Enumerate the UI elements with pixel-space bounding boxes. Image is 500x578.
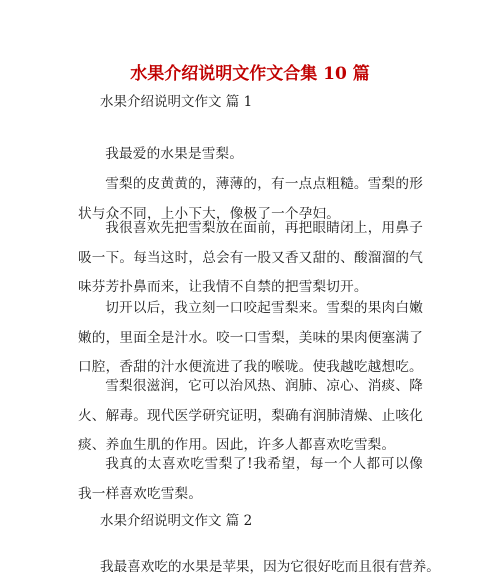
paragraph: 我最爱的水果是雪梨。 [105,146,244,162]
section-heading-2: 水果介绍说明文作文 篇 2 [100,513,253,529]
paragraph: 我很喜欢先把雪梨放在面前，再把眼睛闭上，用鼻子吸一下。每当这时，总会有一股又香又甜的、酸溜溜的气味芬芳扑鼻而来，让我情不自禁的把雪梨切开。 [78,220,423,295]
section-heading-1: 水果介绍说明文作文 篇 1 [100,94,253,110]
paragraph: 雪梨很滋润，它可以治风热、润肺、凉心、消痰、降火、解毒。现代医学研究证明，梨确有润肺清燥、止咳化痰、养血生肌的作用。因此，许多人都喜欢吃雪梨。 [78,378,423,453]
document-title: 水果介绍说明文作文合集 10 篇 [130,64,370,84]
paragraph: 雪梨的皮黄黄的，薄薄的，有一点点粗糙。雪梨的形状与众不同，上小下大，像极了一个孕妇。 [78,176,423,222]
paragraph: 切开以后，我立刻一口咬起雪梨来。雪梨的果肉白嫩嫩的，里面全是汁水。咬一口雪梨，美味的果肉便塞满了口腔，香甜的汁水便流进了我的喉咙。使我越吃越想吃。 [78,300,423,375]
paragraph-cut-off: 我最喜欢吃的水果是苹果，因为它很好吃而且很有营养。 [100,559,440,575]
paragraph: 我真的太喜欢吃雪梨了!我希望，每一个人都可以像我一样喜欢吃雪梨。 [78,456,423,502]
